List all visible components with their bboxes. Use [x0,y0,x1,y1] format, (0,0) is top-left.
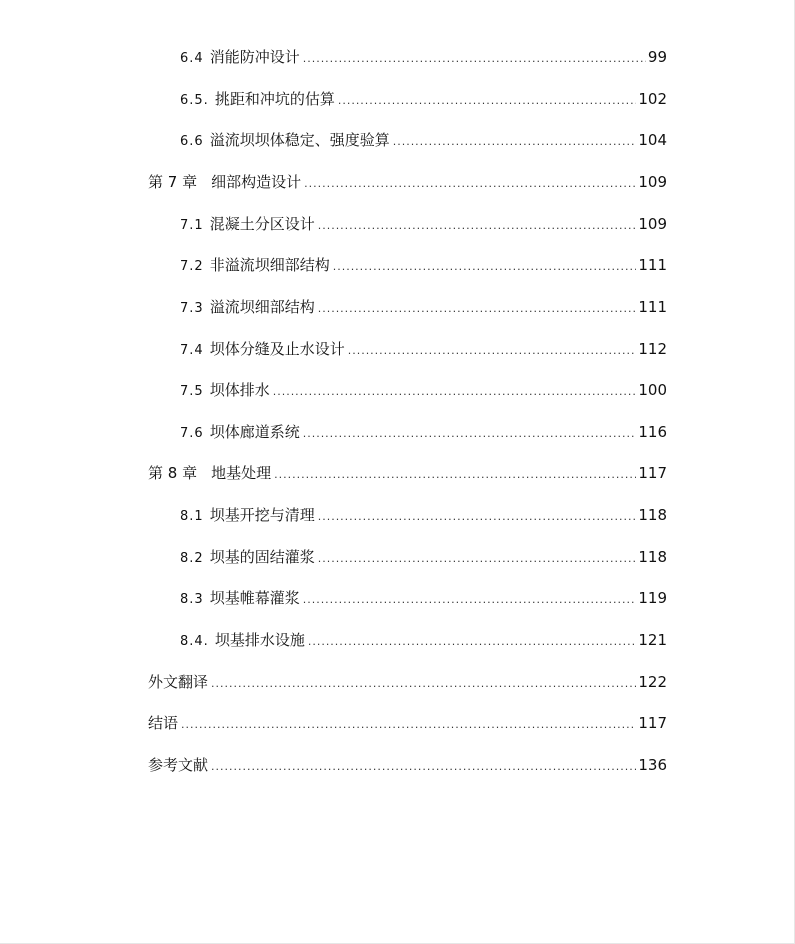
toc-entry[interactable] [180,87,667,111]
toc-entry-number: 7.5 [180,384,204,399]
toc-entry[interactable] [180,586,667,610]
toc-entry-page: 118 [638,506,667,524]
toc-entry[interactable] [180,628,667,652]
toc-entry-page: 118 [638,548,667,566]
toc-entry-number: 6.5. [180,93,209,108]
toc-entry[interactable] [180,503,667,527]
toc-entry-title: 非溢流坝细部结构 [209,256,330,274]
toc-entry[interactable] [180,378,667,402]
toc-entry-title: 地基处理 [211,464,272,482]
toc-entry-title: 坝基开挖与清理 [209,506,315,524]
dot-leader [333,255,637,279]
dot-leader [308,630,637,654]
toc-entry-number: 6.4 [180,51,204,66]
toc-section-entry[interactable] [148,670,667,694]
toc-entry-title: 细部构造设计 [211,173,302,191]
toc-entry-page: 111 [638,298,667,316]
toc-entry-number: 7.2 [180,259,204,274]
dot-leader [303,47,646,71]
dot-leader [318,505,637,529]
toc-entry-page: 116 [638,423,667,441]
toc-entry-title: 坝基的固结灌浆 [209,548,315,566]
toc-entry-title: 外文翻译 [148,673,209,691]
dot-leader [304,172,636,196]
dot-leader [318,547,637,571]
toc-entry[interactable] [180,128,667,152]
toc-entry-number: 8.1 [180,509,204,524]
toc-entry[interactable] [180,45,667,69]
toc-entry-title: 溢流坝细部结构 [209,298,315,316]
toc-entry-page: 136 [638,756,667,774]
toc-entry-number: 7.4 [180,343,204,358]
dot-leader [274,463,636,487]
dot-leader [303,422,637,446]
toc-entry-title: 消能防冲设计 [209,48,300,66]
toc-entry-page: 122 [638,673,667,691]
toc-section-entry[interactable] [148,753,667,777]
dot-leader [393,130,637,154]
toc-chapter-number: 第 8 章 [148,464,198,482]
toc-chapter-entry[interactable] [148,461,667,485]
dot-leader [318,297,637,321]
dot-leader [211,755,636,779]
toc-entry-number: 6.6 [180,134,204,149]
toc-entry-title: 参考文献 [148,756,209,774]
toc-entry-page: 121 [638,631,667,649]
toc-entry-page: 119 [638,589,667,607]
toc-entry-title: 坝基帷幕灌浆 [209,589,300,607]
dot-leader [338,89,637,113]
toc-entry-title: 混凝土分区设计 [209,215,315,233]
toc-entry-page: 112 [638,340,667,358]
toc-entry[interactable] [180,337,667,361]
dot-leader [318,214,637,238]
toc-entry-page: 109 [638,173,667,191]
toc-entry-number: 7.1 [180,218,204,233]
toc-entry-title: 坝体廊道系统 [209,423,300,441]
toc-entry[interactable] [180,253,667,277]
toc-entry-number: 8.3 [180,592,204,607]
toc-chapter-number: 第 7 章 [148,173,198,191]
toc-entry-title: 坝体排水 [209,381,270,399]
dot-leader [211,672,636,696]
toc-entry-title: 挑距和冲坑的估算 [214,90,335,108]
dot-leader [273,380,637,404]
toc-entry-page: 102 [638,90,667,108]
toc-entry-page: 117 [638,464,667,482]
dot-leader [303,588,637,612]
toc-entry-page: 109 [638,215,667,233]
toc-entry-page: 100 [638,381,667,399]
toc-entry-number: 8.4. [180,634,209,649]
dot-leader [181,713,636,737]
toc-chapter-entry[interactable] [148,170,667,194]
toc-entry[interactable] [180,295,667,319]
toc-entry-page: 111 [638,256,667,274]
toc-entry-number: 7.3 [180,301,204,316]
toc-entry-number: 8.2 [180,551,204,566]
toc-entry[interactable] [180,212,667,236]
toc-entry-page: 104 [638,131,667,149]
toc-entry[interactable] [180,545,667,569]
toc-entry[interactable] [180,420,667,444]
toc-entry-title: 坝体分缝及止水设计 [209,340,345,358]
toc-section-entry[interactable] [148,711,667,735]
toc-entry-title: 溢流坝坝体稳定、强度验算 [209,131,390,149]
toc-entry-page: 99 [647,48,667,66]
toc-entry-title: 结语 [148,714,179,732]
toc-entry-number: 7.6 [180,426,204,441]
dot-leader [348,339,637,363]
toc-entry-page: 117 [638,714,667,732]
toc-entry-title: 坝基排水设施 [214,631,305,649]
